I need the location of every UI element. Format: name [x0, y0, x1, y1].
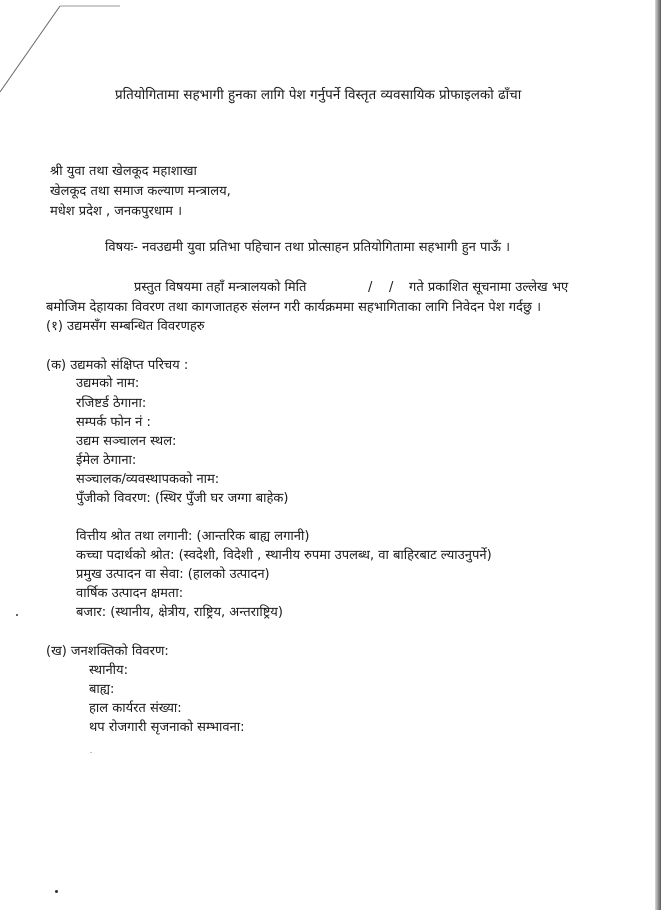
- scan-speck: [55, 890, 58, 893]
- date-separator-2: /: [389, 280, 394, 295]
- section-a-item: कच्चा पदार्थको श्रोत: (स्वदेशी, विदेशी , स्थानीय रुपमा उपलब्ध, वा बाहिरबाट ल्याउनुपर्ने): [76, 548, 492, 563]
- document-heading: प्रतियोगितामा सहभागी हुनका लागि पेश गर्नुपर्ने विस्तृत व्यवसायिक प्रोफाइलको ढाँचा: [115, 87, 522, 103]
- section-a-item: वार्षिक उत्पादन क्षमता:: [76, 586, 184, 601]
- section-a-item: प्रमुख उत्पादन वा सेवा: (हालको उत्पादन): [76, 567, 270, 582]
- section-a-item: बजार: (स्थानीय, क्षेत्रीय, राष्ट्रिय, अन्तराष्ट्रिय): [76, 605, 283, 620]
- section-b-item: स्थानीय:: [89, 663, 128, 678]
- address-line-1: श्री युवा तथा खेलकूद महाशाखा: [50, 164, 197, 179]
- body-line-1-end: गते प्रकाशित सूचनामा उल्लेख भए: [409, 280, 569, 295]
- section-b-item: हाल कार्यरत संख्या:: [89, 701, 182, 716]
- body-line-3: (१) उद्यमसँग सम्बन्धित विवरणहरु: [46, 319, 205, 334]
- section-b-title: (ख) जनशक्तिको विवरण:: [46, 644, 169, 659]
- scan-speck: [90, 752, 92, 753]
- subject-line: विषयः- नवउद्यमी युवा प्रतिभा पहिचान तथा प्रोत्साहन प्रतियोगितामा सहभागी हुन पाऊँ ।: [105, 240, 511, 255]
- address-line-3: मधेश प्रदेश , जनकपुरधाम ।: [50, 204, 183, 219]
- scan-speck: [16, 614, 18, 616]
- section-a-item: ईमेल ठेगाना:: [76, 453, 137, 468]
- section-a-item: सम्पर्क फोन नं :: [76, 415, 151, 430]
- section-b-item: बाह्य:: [89, 682, 115, 697]
- section-b-item: थप रोजगारी सृजनाको सम्भावना:: [89, 720, 245, 735]
- section-a-item: उद्यम सञ्चालन स्थल:: [76, 434, 177, 449]
- body-line-1-start: प्रस्तुत विषयमा तहाँ मन्त्रालयको मिति: [134, 280, 307, 295]
- address-line-2: खेलकूद तथा समाज कल्याण मन्त्रालय,: [50, 184, 231, 199]
- body-line-2: बमोजिम देहायका विवरण तथा कागजातहरु संलग्न गरी कार्यक्रममा सहभागिताका लागि निवेदन पेश गर्दछु ।: [46, 300, 542, 315]
- section-a-item: रजिष्टर्ड ठेगाना:: [76, 396, 147, 411]
- section-a-item: उद्यमको नाम:: [76, 376, 140, 391]
- section-a-item: वित्तीय श्रोत तथा लगानी: (आन्तरिक बाह्य लगानी): [76, 529, 310, 544]
- scan-right-edge: [655, 0, 661, 910]
- section-a-item: पुँजीको विवरण: (स्थिर पुँजी घर जग्गा बाहेक): [76, 491, 289, 506]
- section-a-title: (क) उद्यमको संक्षिप्त परिचय :: [46, 358, 189, 373]
- section-a-item: सञ्चालक/व्यवस्थापकको नाम:: [76, 472, 220, 487]
- date-separator-1: /: [368, 280, 373, 295]
